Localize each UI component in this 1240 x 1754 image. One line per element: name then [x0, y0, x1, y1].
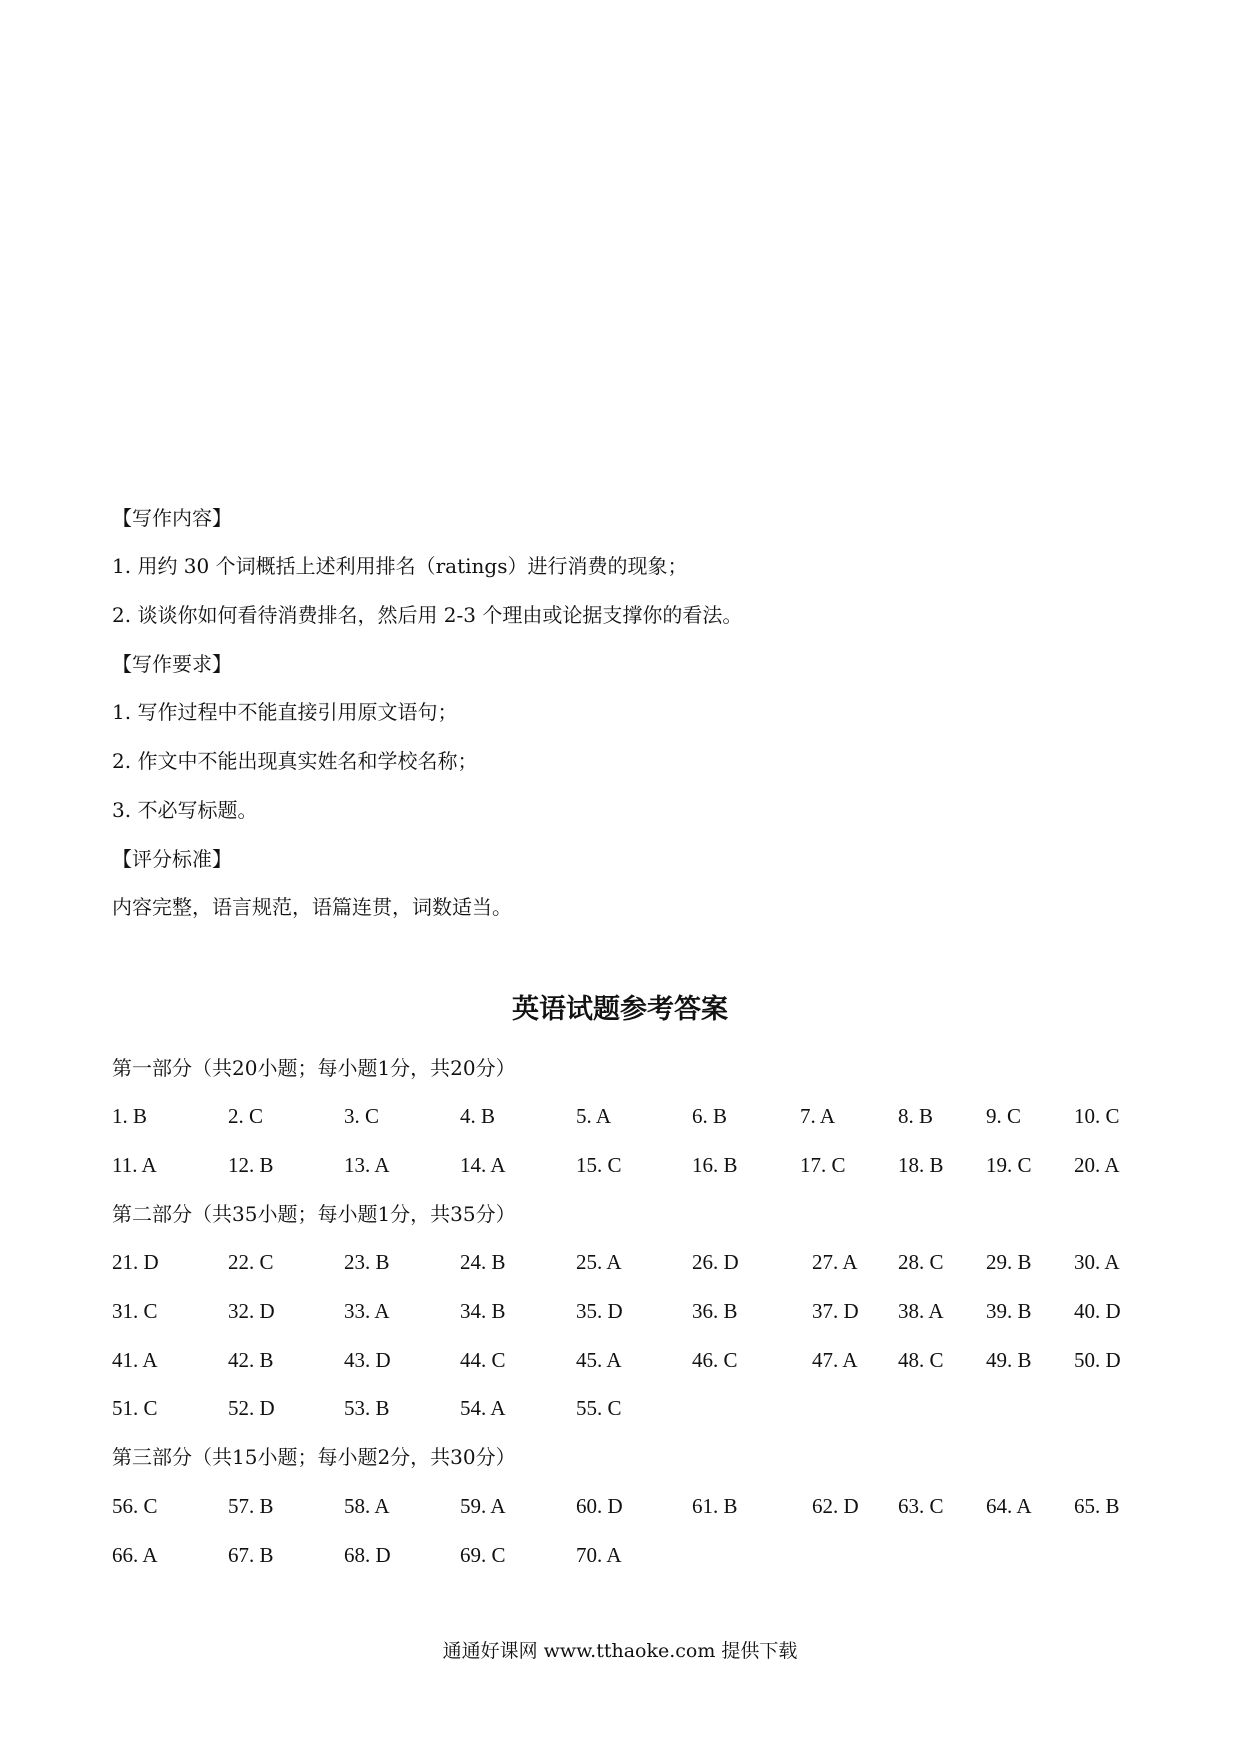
- answer-item: 1. B: [112, 1104, 148, 1128]
- answer-item: 55. C: [576, 1396, 622, 1420]
- answer-item: 18. B: [898, 1153, 944, 1177]
- answer-item: 65. B: [1074, 1494, 1120, 1518]
- answer-item: 46. C: [692, 1348, 738, 1372]
- answer-item: 33. A: [344, 1299, 390, 1323]
- answer-item: 37. D: [812, 1299, 859, 1323]
- answer-item: 38. A: [898, 1299, 944, 1323]
- answer-item: 70. A: [576, 1543, 622, 1567]
- answer-item: 45. A: [576, 1348, 622, 1372]
- answer-item: 50. D: [1074, 1348, 1121, 1372]
- answer-item: 6. B: [692, 1104, 728, 1128]
- answer-item: 43. D: [344, 1348, 391, 1372]
- answer-item: 10. C: [1074, 1104, 1120, 1128]
- answer-item: 44. C: [460, 1348, 506, 1372]
- answer-row: [112, 1398, 1152, 1422]
- scoring-text: 内容完整，语言规范，语篇连贯，词数适当。: [112, 895, 512, 919]
- answer-item: 42. B: [228, 1348, 274, 1372]
- answer-item: 19. C: [986, 1153, 1032, 1177]
- answer-item: 16. B: [692, 1153, 738, 1177]
- answer-item: 47. A: [812, 1348, 858, 1372]
- answer-item: 3. C: [344, 1104, 380, 1128]
- answer-item: 66. A: [112, 1543, 158, 1567]
- writing-requirements-heading: 【写作要求】: [112, 652, 232, 676]
- answer-item: 53. B: [344, 1396, 390, 1420]
- footer-source-line: 通通好课网 www.tthaoke.com 提供下载: [442, 1640, 798, 1662]
- answer-item: 22. C: [228, 1250, 274, 1274]
- answer-item: 24. B: [460, 1250, 506, 1274]
- answer-item: 48. C: [898, 1348, 944, 1372]
- part1-heading: 第一部分（共20小题；每小题1分，共20分）: [112, 1056, 516, 1080]
- answer-row: [112, 1252, 1152, 1276]
- answer-item: 31. C: [112, 1299, 158, 1323]
- answer-row: [112, 1350, 1152, 1374]
- answer-item: 54. A: [460, 1396, 506, 1420]
- answer-item: 59. A: [460, 1494, 506, 1518]
- answer-item: 32. D: [228, 1299, 275, 1323]
- answer-item: 29. B: [986, 1250, 1032, 1274]
- answer-item: 52. D: [228, 1396, 275, 1420]
- answer-item: 7. A: [800, 1104, 836, 1128]
- answer-item: 60. D: [576, 1494, 623, 1518]
- answer-item: 11. A: [112, 1153, 157, 1177]
- answer-item: 63. C: [898, 1494, 944, 1518]
- part2-heading: 第二部分（共35小题；每小题1分，共35分）: [112, 1202, 516, 1226]
- answer-item: 13. A: [344, 1153, 390, 1177]
- answer-key-title: 英语试题参考答案: [512, 994, 728, 1025]
- answer-item: 12. B: [228, 1153, 274, 1177]
- writing-requirement-1: 1. 写作过程中不能直接引用原文语句；: [112, 700, 458, 724]
- answer-item: 34. B: [460, 1299, 506, 1323]
- part3-heading: 第三部分（共15小题；每小题2分，共30分）: [112, 1445, 516, 1469]
- answer-row: [112, 1106, 1152, 1130]
- writing-requirement-2: 2. 作文中不能出现真实姓名和学校名称；: [112, 749, 478, 773]
- answer-item: 62. D: [812, 1494, 859, 1518]
- answer-item: 17. C: [800, 1153, 846, 1177]
- answer-item: 41. A: [112, 1348, 158, 1372]
- answer-item: 25. A: [576, 1250, 622, 1274]
- answer-item: 67. B: [228, 1543, 274, 1567]
- answer-item: 68. D: [344, 1543, 391, 1567]
- answer-item: 58. A: [344, 1494, 390, 1518]
- answer-item: 28. C: [898, 1250, 944, 1274]
- answer-item: 21. D: [112, 1250, 159, 1274]
- answer-item: 23. B: [344, 1250, 390, 1274]
- answer-item: 30. A: [1074, 1250, 1120, 1274]
- answer-item: 27. A: [812, 1250, 858, 1274]
- answer-item: 35. D: [576, 1299, 623, 1323]
- writing-content-item-2: 2. 谈谈你如何看待消费排名，然后用 2-3 个理由或论据支撑你的看法。: [112, 603, 743, 627]
- answer-row: [112, 1545, 1152, 1569]
- answer-item: 2. C: [228, 1104, 264, 1128]
- answer-item: 49. B: [986, 1348, 1032, 1372]
- answer-item: 61. B: [692, 1494, 738, 1518]
- scoring-heading: 【评分标准】: [112, 847, 232, 871]
- answer-item: 56. C: [112, 1494, 158, 1518]
- answer-item: 64. A: [986, 1494, 1032, 1518]
- answer-item: 40. D: [1074, 1299, 1121, 1323]
- answer-item: 4. B: [460, 1104, 496, 1128]
- answer-item: 5. A: [576, 1104, 612, 1128]
- answer-row: [112, 1496, 1152, 1520]
- answer-item: 9. C: [986, 1104, 1022, 1128]
- answer-item: 15. C: [576, 1153, 622, 1177]
- answer-item: 57. B: [228, 1494, 274, 1518]
- answer-row: [112, 1301, 1152, 1325]
- writing-content-heading: 【写作内容】: [112, 506, 232, 530]
- answer-item: 51. C: [112, 1396, 158, 1420]
- answer-item: 36. B: [692, 1299, 738, 1323]
- answer-item: 20. A: [1074, 1153, 1120, 1177]
- writing-requirement-3: 3. 不必写标题。: [112, 798, 258, 822]
- answer-item: 69. C: [460, 1543, 506, 1567]
- answer-item: 8. B: [898, 1104, 934, 1128]
- answer-item: 39. B: [986, 1299, 1032, 1323]
- answer-row: [112, 1155, 1152, 1179]
- writing-content-item-1: 1. 用约 30 个词概括上述利用排名（ratings）进行消费的现象；: [112, 554, 688, 578]
- answer-item: 14. A: [460, 1153, 506, 1177]
- answer-item: 26. D: [692, 1250, 739, 1274]
